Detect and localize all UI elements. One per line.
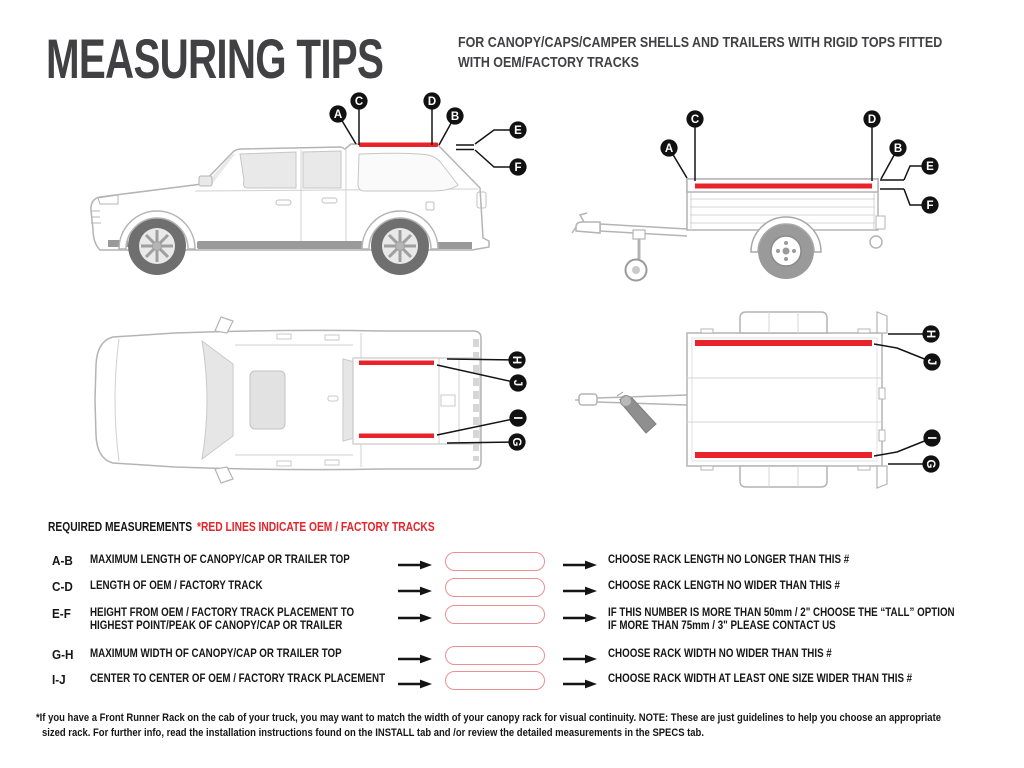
svg-text:E: E — [514, 125, 522, 137]
measurement-input-pill[interactable] — [445, 671, 545, 690]
svg-text:J: J — [925, 358, 937, 366]
leader-line-h — [447, 359, 517, 360]
trailer-side-wheel — [751, 217, 821, 279]
page-subtitle: FOR CANOPY/CAPS/CAMPER SHELLS AND TRAILERS WITH RIGID TOPS FITTED WITH OEM/FACTORY TRACKS — [458, 34, 943, 71]
trailer-top-diagram — [575, 300, 960, 500]
height-reference-ticks — [880, 180, 904, 189]
truck-side-diagram — [60, 92, 530, 287]
measurement-description: MAXIMUM WIDTH OF CANOPY/CAP OR TRAILER TOP — [90, 648, 342, 660]
svg-text:B: B — [450, 111, 460, 123]
side-mirror — [215, 317, 233, 333]
arrow-icon — [563, 676, 597, 686]
svg-text:D: D — [867, 114, 877, 126]
svg-text:I: I — [511, 416, 523, 420]
truck-top-diagram — [85, 313, 530, 491]
svg-text:C: C — [690, 114, 700, 126]
truck-top-body — [95, 317, 481, 483]
marker-badge-i — [923, 429, 940, 446]
marker-badge-h — [922, 325, 939, 342]
svg-text:G: G — [924, 459, 936, 469]
trailer-side-body — [572, 179, 885, 281]
wheel-fender — [740, 466, 827, 487]
marker-badge-f — [921, 196, 938, 213]
marker-badge-c — [686, 110, 703, 127]
marker-badge-c — [350, 92, 367, 109]
marker-badge-e — [921, 157, 938, 174]
measurement-description: MAXIMUM LENGTH OF CANOPY/CAP OR TRAILER TOP — [90, 554, 350, 566]
page-title: MEASURING TIPS — [46, 27, 384, 90]
measurement-row-gh — [52, 645, 1012, 671]
arrow-icon — [398, 583, 432, 593]
red-lines-note: *RED LINES INDICATE OEM / FACTORY TRACKS — [197, 520, 435, 534]
marker-badge-a — [660, 139, 677, 156]
marker-badge-b — [446, 107, 463, 124]
marker-badge-a — [329, 105, 346, 122]
marker-badge-f — [509, 158, 526, 175]
oem-track-line — [695, 452, 872, 458]
marker-badge-d — [863, 110, 880, 127]
measurement-row-ab — [52, 551, 1012, 577]
marker-badge-b — [889, 139, 906, 156]
marker-badge-j — [509, 374, 526, 391]
footnote: *If you have a Front Runner Rack on the cab of your truck, you may want to match the width of your canopy rack for visual continuity. NOTE: These are just guidelines to help you choose an appropriate sized rack. For further info, read the installation instructions found on the INSTALL tab and /or review the detailed measurements in the SPECS tab. — [36, 712, 941, 739]
measurement-input-pill[interactable] — [445, 646, 545, 665]
measurement-guidance: CHOOSE RACK WIDTH NO WIDER THAN THIS # — [608, 648, 832, 660]
required-measurements-heading: REQUIRED MEASUREMENTS — [48, 520, 193, 534]
measurement-row-ef — [52, 604, 1012, 630]
measurement-code: E-F — [52, 606, 71, 621]
measurement-code: I-J — [52, 672, 66, 687]
measurement-input-pill[interactable] — [445, 578, 545, 597]
arrow-icon — [563, 557, 597, 567]
measurement-code: G-H — [52, 647, 74, 662]
height-reference-ticks — [456, 145, 474, 150]
oem-track-line — [359, 143, 438, 148]
trailer-side-diagram — [570, 100, 965, 290]
measurement-code: A-B — [52, 553, 73, 568]
marker-badge-j — [923, 353, 940, 370]
svg-text:B: B — [893, 143, 903, 155]
side-mirror — [215, 467, 233, 483]
measurement-guidance: CHOOSE RACK LENGTH NO LONGER THAN THIS # — [608, 554, 850, 566]
measurement-input-pill[interactable] — [445, 552, 545, 571]
marker-badge-g — [922, 455, 939, 472]
measurement-row-cd — [52, 577, 1012, 603]
svg-text:G: G — [510, 437, 522, 447]
arrow-icon — [398, 557, 432, 567]
oem-track-line — [695, 340, 872, 346]
oem-track-line — [359, 361, 434, 366]
svg-text:H: H — [510, 355, 522, 365]
marker-badge-d — [423, 92, 440, 109]
measurement-description: LENGTH OF OEM / FACTORY TRACK — [90, 580, 263, 592]
svg-text:E: E — [926, 161, 934, 173]
svg-text:D: D — [427, 96, 437, 108]
oem-track-line — [695, 184, 872, 189]
svg-text:F: F — [926, 200, 934, 212]
wheel-fender — [740, 312, 827, 333]
marker-badge-h — [508, 351, 525, 368]
measurement-input-pill[interactable] — [445, 605, 545, 624]
arrow-icon — [563, 610, 597, 620]
measurement-guidance: CHOOSE RACK WIDTH AT LEAST ONE SIZE WIDER THAN THIS # — [608, 673, 913, 685]
arrow-icon — [563, 583, 597, 593]
arrow-icon — [398, 610, 432, 620]
svg-text:A: A — [664, 143, 674, 155]
svg-text:J: J — [511, 379, 523, 387]
side-mirror — [199, 176, 212, 186]
arrow-icon — [563, 651, 597, 661]
measurement-code: C-D — [52, 579, 73, 594]
oem-track-line — [359, 434, 434, 439]
measurement-rows — [52, 551, 1012, 711]
marker-badge-e — [509, 121, 526, 138]
measurement-description: HEIGHT FROM OEM / FACTORY TRACK PLACEMENT TO HIGHEST POINT/PEAK OF CANOPY/CAP OR TRAILER — [90, 607, 355, 632]
svg-text:F: F — [514, 162, 522, 174]
measurement-description: CENTER TO CENTER OF OEM / FACTORY TRACK PLACEMENT — [90, 673, 386, 685]
svg-text:H: H — [924, 329, 936, 339]
leader-line-g — [447, 442, 517, 443]
marker-badge-g — [508, 433, 525, 450]
measurement-guidance: CHOOSE RACK LENGTH NO WIDER THAN THIS # — [608, 580, 840, 592]
arrow-icon — [398, 676, 432, 686]
arrow-icon — [398, 651, 432, 661]
svg-text:C: C — [354, 96, 364, 108]
measurement-row-ij — [52, 670, 1012, 696]
trailer-top-body — [575, 312, 887, 488]
sunroof — [250, 371, 285, 429]
measurement-guidance: IF THIS NUMBER IS MORE THAN 50mm / 2" CHOOSE THE “TALL” OPTION IF MORE THAN 75mm / 3" PLEASE CONTACT US — [608, 607, 955, 632]
marker-badge-i — [509, 409, 526, 426]
svg-text:A: A — [333, 109, 343, 121]
svg-text:I: I — [925, 436, 937, 440]
